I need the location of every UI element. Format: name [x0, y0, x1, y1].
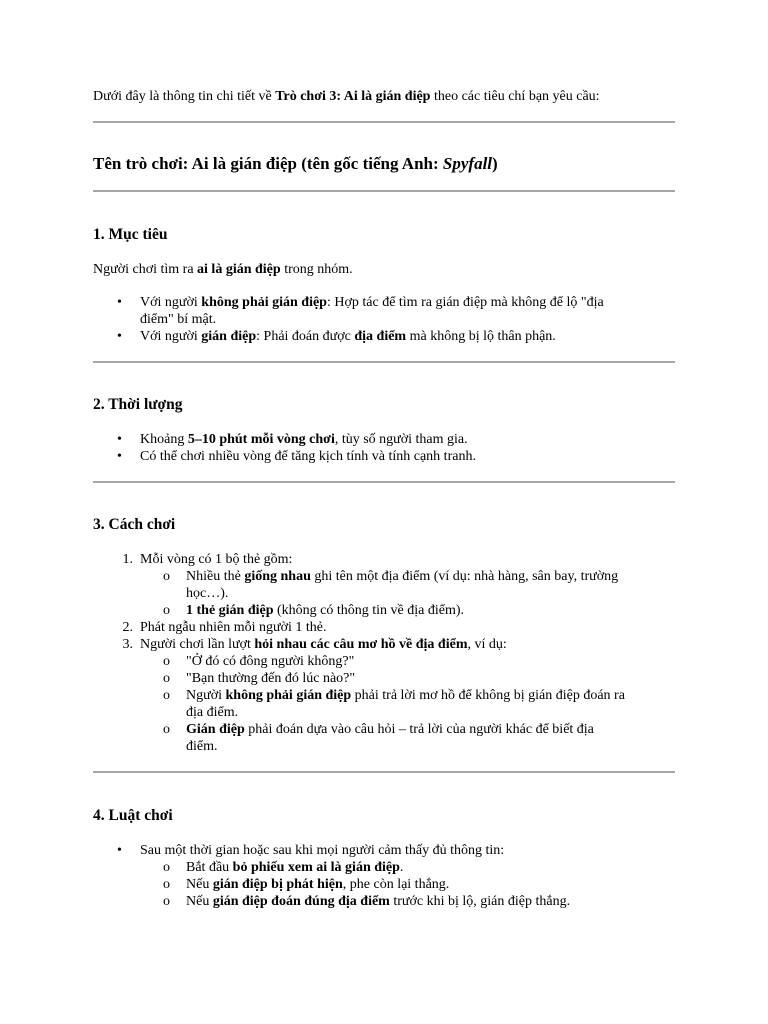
section-heading-goal: 1. Mục tiêu: [93, 226, 168, 243]
list-item: [117, 842, 505, 859]
section-heading-how-to-play: 3. Cách chơi: [93, 516, 176, 533]
bold-text: Gián điệp: [186, 722, 245, 737]
text: trước khi bị lộ, gián điệp thắng.: [389, 894, 571, 909]
bold-text: địa điểm: [354, 329, 407, 344]
list-item: [117, 328, 556, 345]
circle-bullet-icon: o: [163, 860, 170, 875]
divider: [93, 361, 675, 363]
text: ghi tên một địa điểm (ví dụ: nhà hàng, sân bay, trường: [310, 569, 619, 584]
bullet-icon: •: [117, 295, 122, 310]
text: phải trả lời mơ hồ để không bị gián điệp đoán ra: [351, 688, 625, 703]
sub-list-item: [163, 568, 619, 602]
text: Sau một thời gian hoặc sau khi mọi người cảm thấy đủ thông tin:: [140, 843, 505, 858]
text: Với người: [140, 295, 202, 310]
text: "Ở đó có đông người không?": [186, 654, 355, 669]
circle-bullet-icon: o: [163, 894, 170, 909]
divider: [93, 190, 675, 192]
text: Phát ngẫu nhiên mỗi người 1 thẻ.: [140, 620, 327, 635]
bullet-icon: •: [117, 449, 122, 464]
text: Bắt đầu: [186, 860, 233, 875]
circle-bullet-icon: o: [163, 722, 170, 737]
text: địa điểm.: [186, 705, 239, 720]
bold-text: gián điệp đoán đúng địa điểm: [212, 894, 390, 909]
text: phải đoán dựa vào câu hỏi – trả lời của người khác để biết địa: [244, 722, 594, 737]
text: Người chơi lần lượt: [140, 637, 255, 652]
text: Nếu: [186, 894, 213, 909]
text: : Phải đoán được: [256, 329, 355, 344]
game-title: [93, 154, 498, 174]
sub-list-item: [163, 721, 594, 755]
text: Nhiều thẻ: [186, 569, 245, 584]
bold-text: giống nhau: [244, 569, 311, 584]
bold-text: không phải gián điệp: [225, 688, 352, 703]
text: Mỗi vòng có 1 bộ thẻ gồm:: [140, 552, 293, 567]
bullet-icon: •: [117, 843, 122, 858]
bullet-icon: •: [117, 432, 122, 447]
intro-bold: Trò chơi 3: Ai là gián điệp: [275, 89, 431, 104]
circle-bullet-icon: o: [163, 603, 170, 618]
text: Có thể chơi nhiều vòng để tăng kịch tính và tính cạnh tranh.: [140, 449, 476, 464]
circle-bullet-icon: o: [163, 688, 170, 703]
divider: [93, 121, 675, 123]
text: Người chơi tìm ra: [93, 262, 198, 277]
number-label: 3.: [122, 637, 133, 652]
circle-bullet-icon: o: [163, 877, 170, 892]
list-item: [117, 431, 468, 448]
list-item: [117, 448, 476, 465]
text: .: [399, 860, 404, 875]
sub-list-item: [163, 653, 355, 670]
bold-text: gián điệp bị phát hiện: [212, 877, 343, 892]
number-label: 2.: [122, 620, 133, 635]
text: "Bạn thường đến đó lúc nào?": [186, 671, 356, 686]
numbered-item: [122, 636, 507, 653]
numbered-item: [122, 619, 327, 636]
text: Với người: [140, 329, 202, 344]
divider: [93, 481, 675, 483]
title-original-name: Spyfall: [442, 154, 493, 173]
text: , ví dụ:: [467, 637, 507, 652]
circle-bullet-icon: o: [163, 569, 170, 584]
text: Người: [186, 688, 226, 703]
section-heading-duration: 2. Thời lượng: [93, 396, 183, 413]
bold-text: không phải gián điệp: [201, 295, 327, 310]
intro-text: Dưới đây là thông tin chi tiết về: [93, 89, 276, 104]
bold-text: 1 thẻ gián điệp: [186, 603, 274, 618]
bold-text: ai là gián điệp: [197, 262, 281, 277]
numbered-item: [122, 551, 293, 568]
text: điểm" bí mật.: [140, 312, 217, 327]
sub-list-item: [163, 602, 465, 619]
circle-bullet-icon: o: [163, 671, 170, 686]
sub-list-item: [163, 670, 356, 687]
text: học…).: [186, 586, 229, 601]
circle-bullet-icon: o: [163, 654, 170, 669]
bold-text: hỏi nhau các câu mơ hồ về địa điểm: [254, 637, 468, 652]
intro-paragraph: [93, 88, 693, 105]
bullet-icon: •: [117, 329, 122, 344]
text: (không có thông tin về địa điểm).: [273, 603, 465, 618]
text: : Hợp tác để tìm ra gián điệp mà không để lộ "địa: [326, 295, 604, 310]
text: Nếu: [186, 877, 213, 892]
bold-text: bỏ phiếu xem ai là gián điệp: [232, 860, 400, 875]
text: Khoảng: [140, 432, 188, 447]
section-heading-rules: 4. Luật chơi: [93, 807, 173, 824]
title-text: Tên trò chơi: Ai là gián điệp (tên gốc tiếng Anh:: [93, 154, 443, 173]
list-item: [117, 294, 604, 328]
divider: [93, 771, 675, 773]
text: , tùy số người tham gia.: [334, 432, 468, 447]
text: , phe còn lại thắng.: [342, 877, 450, 892]
text: trong nhóm.: [280, 262, 353, 277]
sub-list-item: [163, 876, 450, 893]
sub-list-item: [163, 859, 404, 876]
sub-list-item: [163, 893, 571, 910]
title-text-end: ): [492, 154, 498, 173]
goal-paragraph: [93, 261, 353, 278]
number-label: 1.: [122, 552, 133, 567]
sub-list-item: [163, 687, 625, 721]
intro-text-end: theo các tiêu chí bạn yêu cầu:: [430, 89, 600, 104]
bold-text: 5–10 phút mỗi vòng chơi: [187, 432, 335, 447]
text: điểm.: [186, 739, 218, 754]
bold-text: gián điệp: [201, 329, 257, 344]
text: mà không bị lộ thân phận.: [406, 329, 556, 344]
